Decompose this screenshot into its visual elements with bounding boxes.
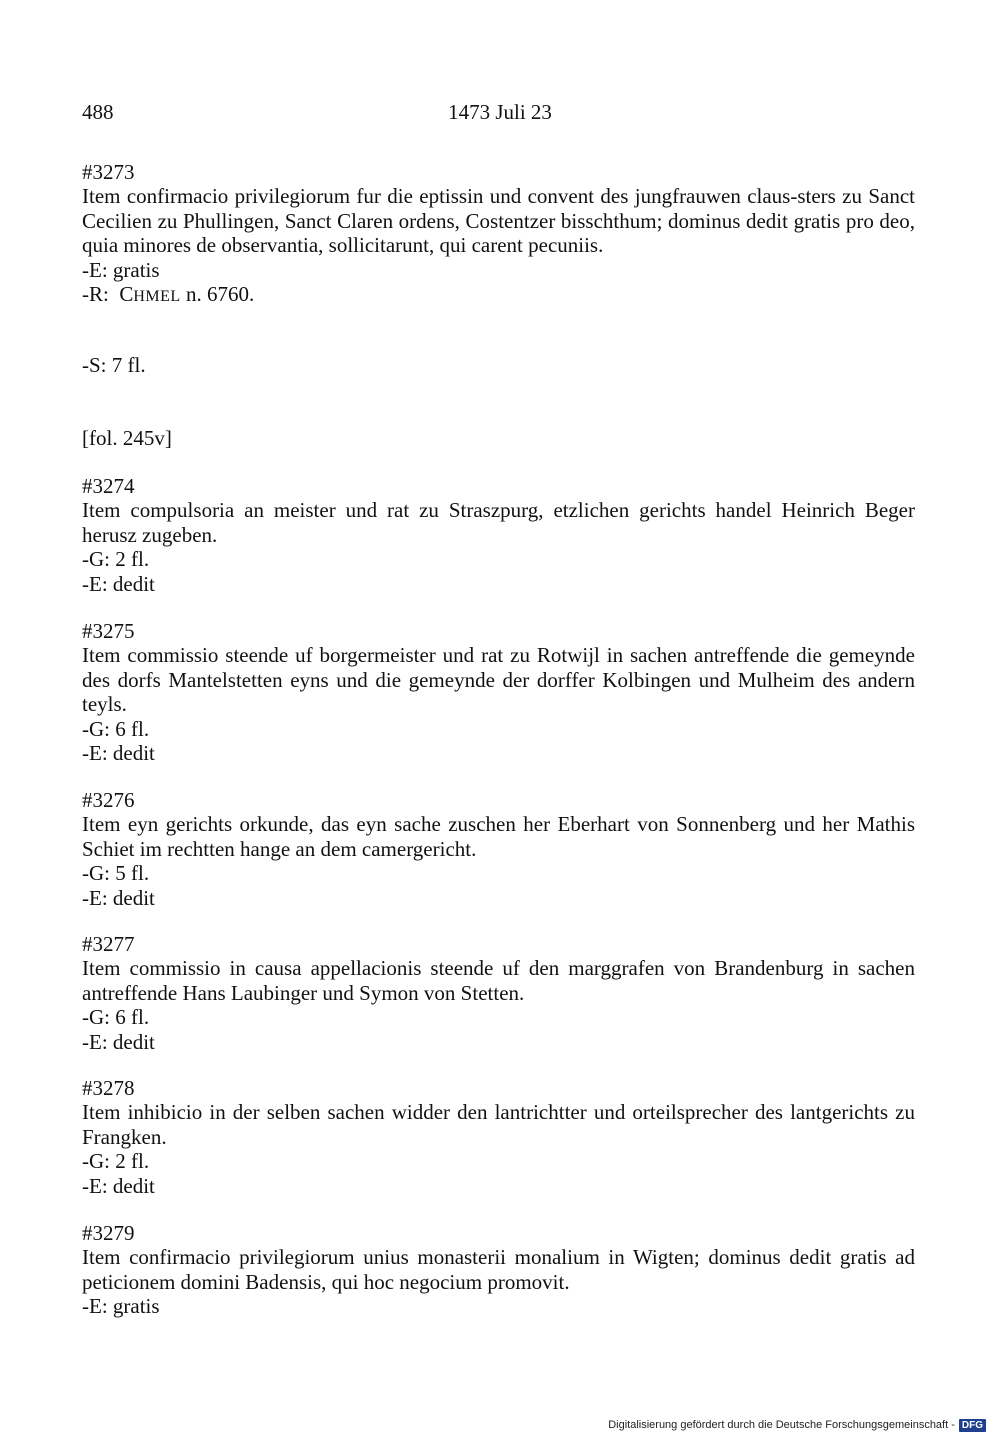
entry-id: #3279 (82, 1221, 135, 1245)
entry-reference (82, 282, 915, 309)
entry-note-e: -E: dedit (82, 1173, 155, 1198)
entry-note-e: -E: dedit (82, 571, 155, 596)
entry-text: Item confirmacio privilegiorum unius monasterii monalium in Wigten; dominus dedit gratis ad peticionem domini Badensis, qui hoc negocium promovit. (82, 1245, 915, 1294)
entry-3279 (82, 1221, 915, 1319)
entry-text: Item eyn gerichts orkunde, das eyn sache zuschen her Eberhart von Sonnenberg und her Mathis Schiet im rechtten hange an dem camergericht. (82, 812, 915, 861)
entry-id: #3274 (82, 474, 135, 498)
entry-id: #3275 (82, 619, 135, 643)
entry-note-g: -G: 5 fl. (82, 861, 150, 886)
footer-credit (608, 1418, 986, 1432)
entry-note-e: -E: gratis (82, 257, 160, 282)
dfg-logo-icon: DFG (959, 1419, 986, 1432)
reference-prefix: -R: (82, 282, 109, 307)
reference-author-rest: HMEL (133, 288, 181, 306)
entry-note-e: -E: dedit (82, 1029, 155, 1054)
entry-note-g: -G: 2 fl. (82, 547, 150, 572)
entry-note-e: -E: dedit (82, 885, 155, 910)
entry-note-e: -E: gratis (82, 1294, 160, 1319)
entry-3277 (82, 932, 915, 1054)
entry-3276 (82, 788, 915, 910)
entry-note-g: -G: 2 fl. (82, 1149, 150, 1174)
entry-text: Item inhibicio in der selben sachen widder den lantrichtter und orteilsprecher des lantgerichts zu Frangken. (82, 1100, 915, 1149)
running-head: 1473 Juli 23 (448, 100, 552, 124)
page-number: 488 (82, 100, 114, 124)
entry-note-s: -S: 7 fl. (82, 353, 146, 377)
entry-id: #3277 (82, 932, 135, 956)
entry-text: Item commissio steende uf borgermeister und rat zu Rotwijl in sachen antreffende die gemeynde des dorfs Mantelstetten eyns und die gemeynde der dorffer Kolbingen und Mulheim des andern teyls. (82, 643, 915, 717)
entry-text: Item confirmacio privilegiorum fur die eptissin und convent des jungfrauwen claus-sters zu Sanct Cecilien zu Phullingen, Sanct Claren ordens, Costentzer bisschthum; dominus dedit gratis pro deo, quia minores de observantia, sollicitarunt, qui carent pecuniis. (82, 184, 915, 258)
entry-note-g: -G: 6 fl. (82, 716, 150, 741)
entry-note-g: -G: 6 fl. (82, 1005, 150, 1030)
entry-3274 (82, 474, 915, 596)
reference-suffix: n. 6760. (185, 282, 255, 307)
entry-3278 (82, 1076, 915, 1198)
entry-text: Item compulsoria an meister und rat zu Straszpurg, etzlichen gerichts handel Heinrich Beger herusz zugeben. (82, 498, 915, 547)
entry-3275 (82, 619, 915, 765)
footer-credit-text: Digitalisierung gefördert durch die Deutsche Forschungsgemeinschaft - (608, 1419, 955, 1431)
entry-3273 (82, 160, 915, 309)
entry-id: #3273 (82, 160, 135, 184)
reference-author-initial: C (119, 282, 134, 307)
entry-text: Item commissio in causa appellacionis steende uf den marggrafen von Brandenburg in sachen antreffende Hans Laubinger und Symon von Stetten. (82, 956, 915, 1005)
entry-id: #3276 (82, 788, 135, 812)
entry-note-e: -E: dedit (82, 741, 155, 766)
folio-marker: [fol. 245v] (82, 426, 172, 450)
entry-id: #3278 (82, 1076, 135, 1100)
